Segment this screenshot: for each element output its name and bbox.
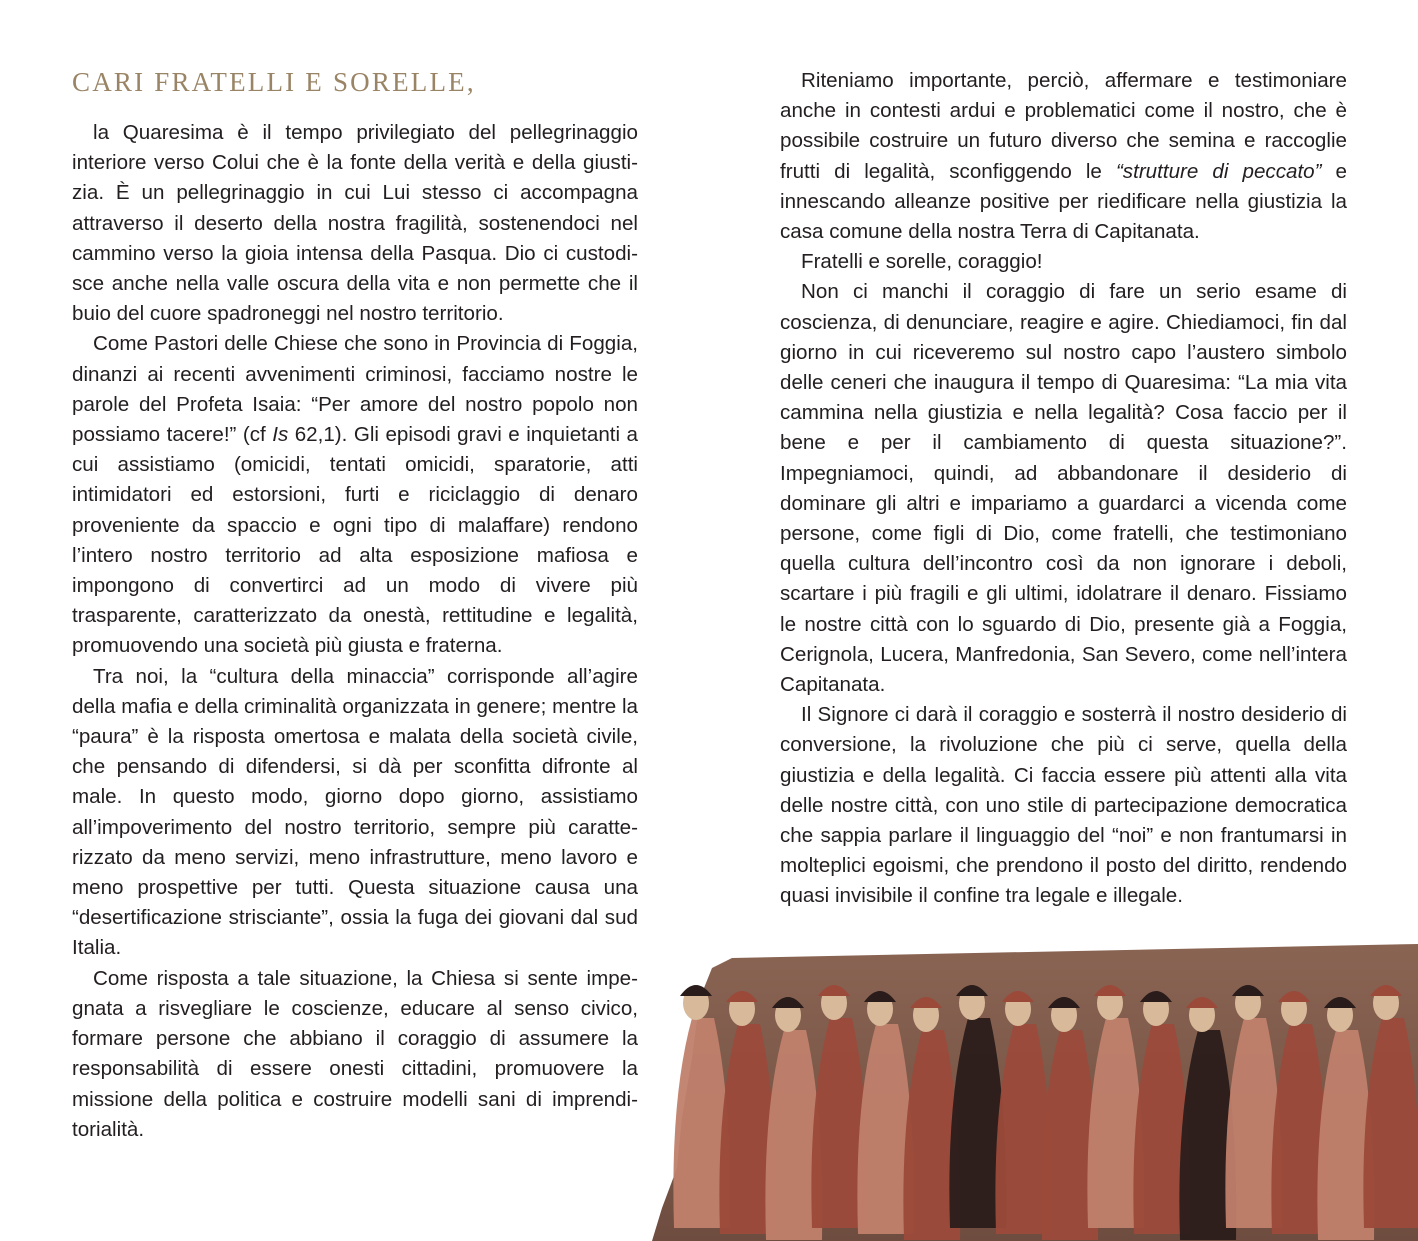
paragraph: Tra noi, la “cultura della minaccia” corrisponde all’agire della mafia e della criminalità organizzata in genere; mentre la “paura” è la risposta omertosa e malata della società civile, che pensando di difendersi, si dà per sconfitta difronte al male. In questo modo, giorno dopo giorno, assistiamo all’impoverimento del nostro territorio, sempre più caratterizzato da meno servizi, meno infrastrutture, meno lavoro e meno prospettive per tutti. Questa situazione causa una “desertificazione strisciante”, ossia la fuga dei giovani dal sud Italia. xyxy=(72,664,638,960)
paragraph: la Quaresima è il tempo privilegiato del pellegrinaggio interiore verso Colui che è la fonte della verità e della giustizia. È un pellegrinaggio in cui Lui stesso ci accompagna attraverso il deserto della nostra fragilità, sostenendoci nel cammino verso la gioia intensa della Pasqua. Dio ci custodisce anche nella valle oscura della vita e non permette che il buio del cuore spadroneggi nel nostro territorio. xyxy=(72,121,638,326)
paragraph: Come risposta a tale situazione, la Chiesa si sente impegnata a risvegliare le coscienze, educare al senso civico, formare persone che abbiano il coraggio di assumere la responsabilità di essere onesti cittadini, promuovere la missione della politica e costruire modelli sani di imprenditorialità. xyxy=(72,966,638,1141)
paragraph: Riteniamo importante, perciò, affermare e testimoniare anche in contesti ardui e problematici come il nostro, che è possibile costruire un futuro diverso che semina e raccoglie frutti di legalità, sconfiggendo le “strutture di peccato” e innescando alleanze positive per riedificare nella giustizia la casa comune della nostra Terra di Capitanata. xyxy=(780,69,1348,244)
paragraph: Non ci manchi il coraggio di fare un serio esame di coscienza, di denunciare, reagire e agire. Chiediamoci, fin dal giorno in cui riceveremo sul nostro capo l’austero simbolo delle ceneri che inaugura il tempo di Quaresima: “La mia vita cammina nella giustizia e nella legalità? Cosa faccio per il bene e per il cambiamento di questa situazione?”. Impegniamoci, quindi, ad abbandonare il desiderio di dominare gli altri e impariamo a guardarci a vicenda come persone, come figli di Dio, come fratelli, che testimoniano quella cultura dell’incontro così da non ignorare i deboli, scartare i più fragili e gli ultimi, idolatrare il denaro. Fissiamo le nostre città con lo sguardo di Dio, presente già a Foggia, Cerignola, Lucera, Manfredonia, San Severo, come nell’intera Capitanata. xyxy=(780,280,1347,697)
right-column xyxy=(780,66,1347,912)
page-title: CARI FRATELLI E SORELLE, xyxy=(72,67,476,97)
left-column xyxy=(72,66,638,1145)
paragraph: Fratelli e sorelle, coraggio! xyxy=(801,250,1043,274)
fresco-image xyxy=(652,938,1418,1241)
paragraph: Come Pastori delle Chiese che sono in Provincia di Foggia, dinanzi ai recenti avvenimenti criminosi, facciamo nostre le parole del Profeta Isaia: “Per amore del nostro popolo non possiamo tacere!” (cf Is 62,1). Gli episodi gravi e inquietanti a cui assistiamo (omicidi, tentati omicidi, sparatorie, atti intimidatori ed estorsioni, furti e riciclaggio di denaro proveniente da spaccio e ogni tipo di malaffare) rendono l’intero nostro territorio ad alta esposizione mafiosa e impongono di convertirci ad un modo di vivere più trasparente, caratterizzato da onestà, rettitudine e legalità, promuovendo una società più giusta e fraterna. xyxy=(72,332,638,658)
paragraph: Il Signore ci darà il coraggio e sosterrà il nostro desiderio di conversione, la rivoluzione che più ci serve, quella della giustizia e della legalità. Ci faccia essere più attenti alla vita delle nostre città, con uno stile di partecipazione democratica che sappia parlare il linguaggio del “noi” e non frantumarsi in molteplici egoismi, che prendono il posto del diritto, rendendo quasi invisibile il confine tra legale e illegale. xyxy=(780,703,1347,908)
